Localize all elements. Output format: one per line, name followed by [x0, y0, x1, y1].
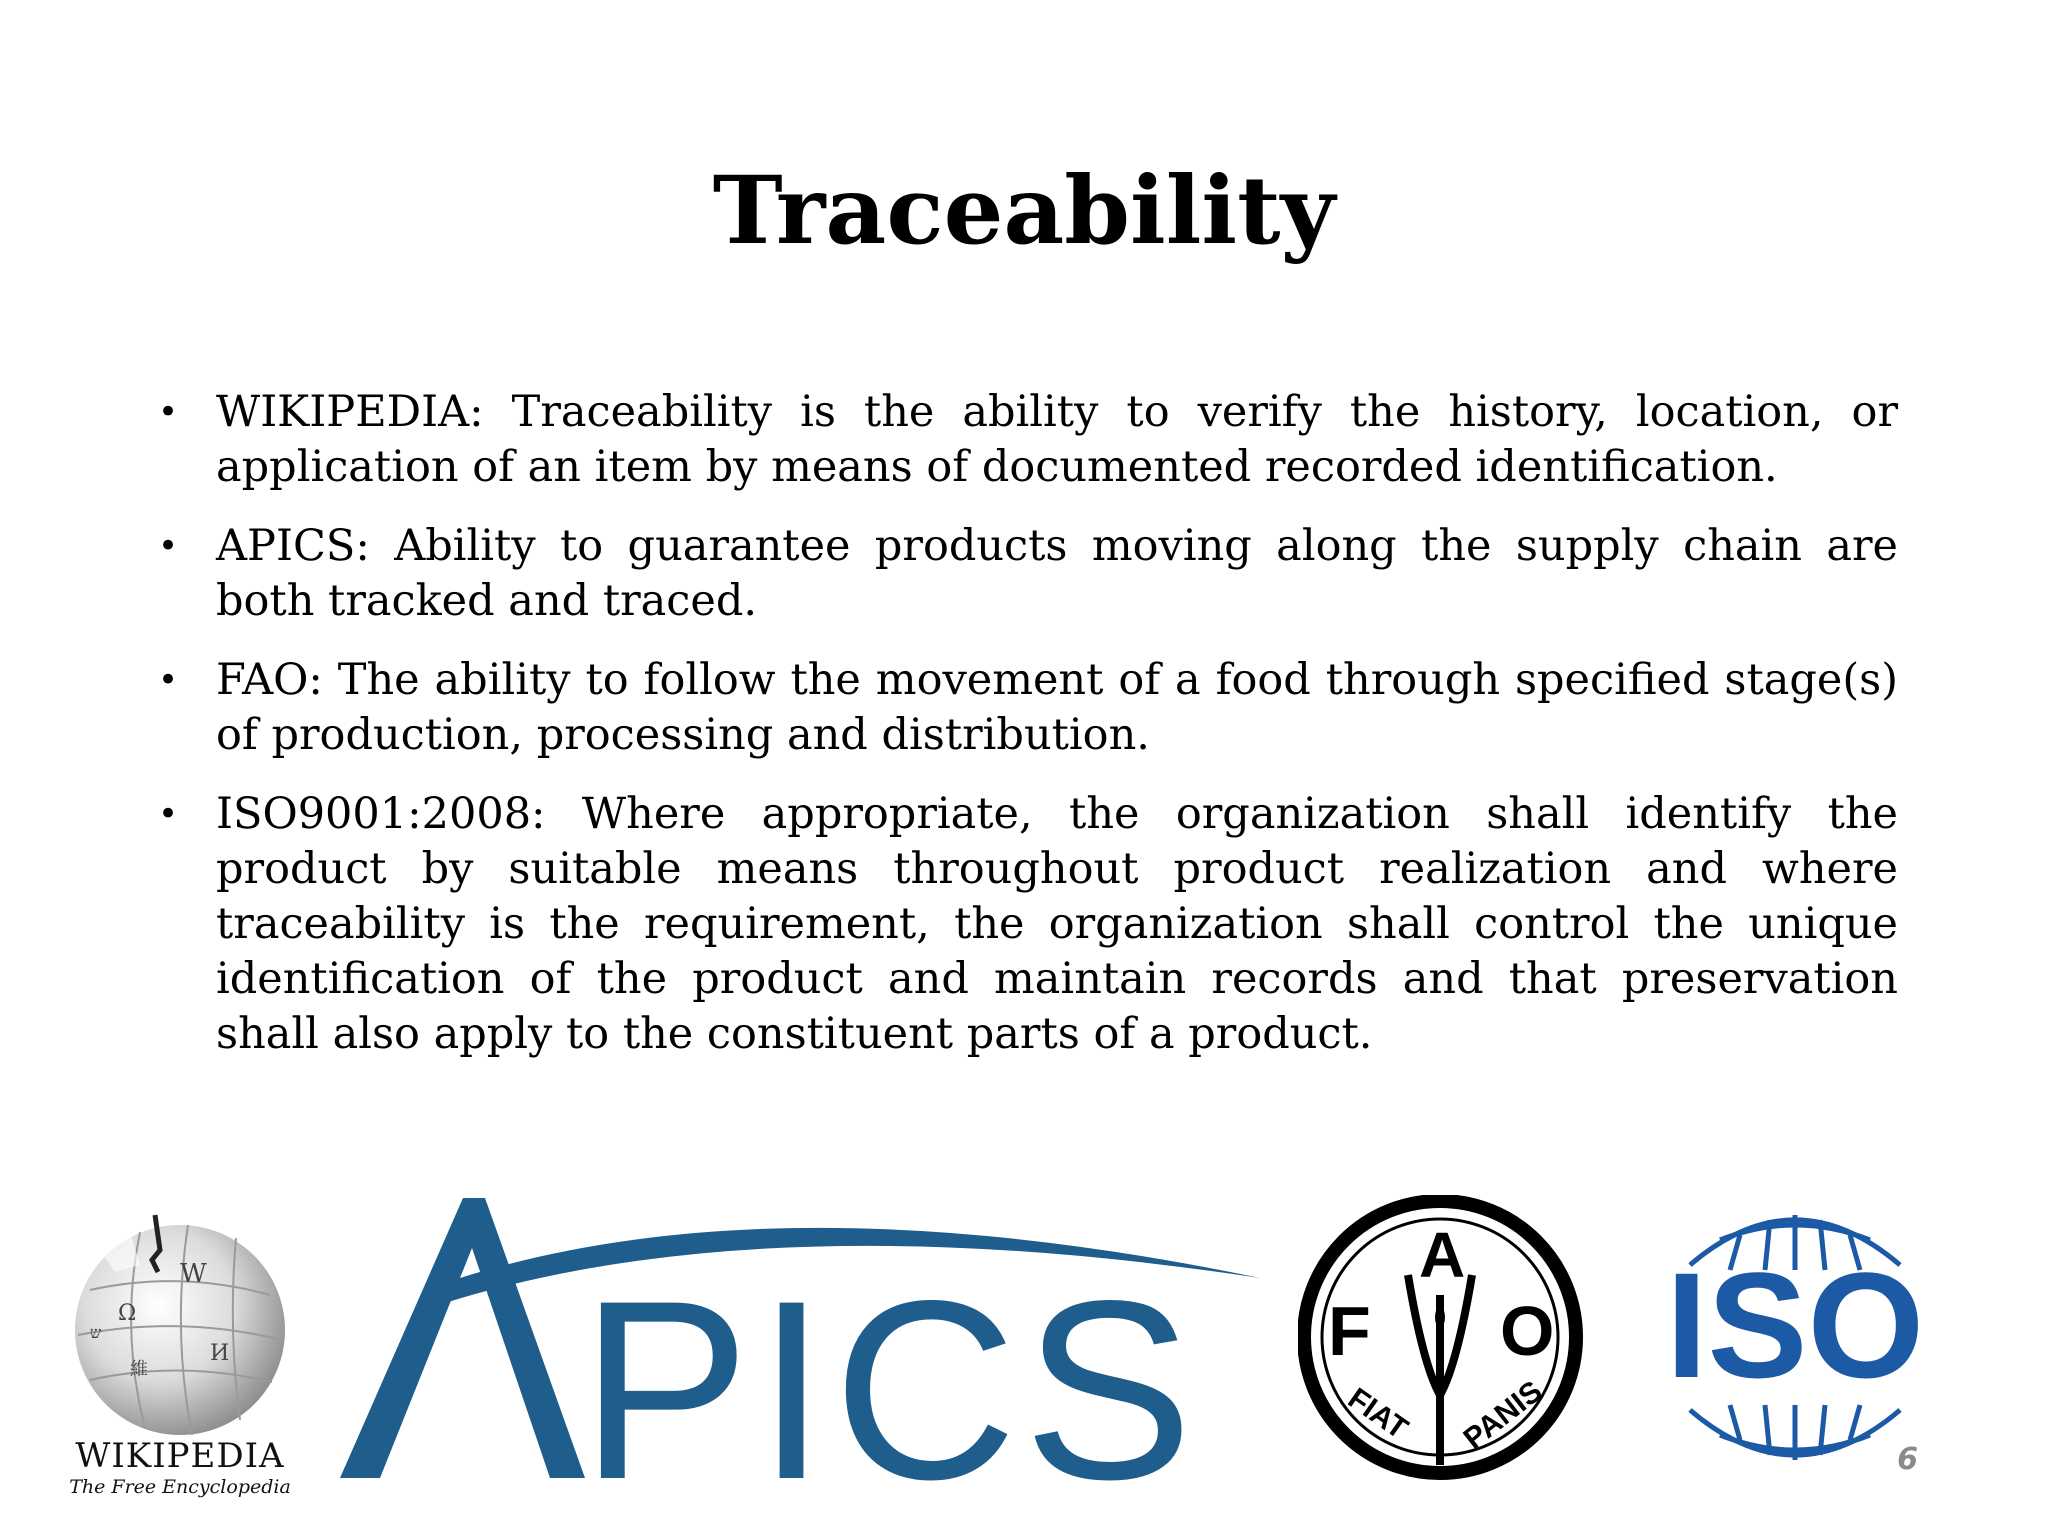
logo-strip [0, 1185, 2048, 1498]
bullet-apics [150, 519, 1898, 629]
svg-text:ש: ש [90, 1323, 102, 1342]
bullet-icon: • [158, 392, 179, 432]
bullet-text: APICS: Ability to guarantee products moving along the supply chain are both tracked and traced. [216, 521, 1898, 626]
svg-text:И: И [210, 1341, 230, 1366]
svg-text:W: W [180, 1259, 207, 1289]
bullet-icon: • [158, 794, 179, 834]
bullet-text: FAO: The ability to follow the movement of a food through specified stage(s) of production, processing and distribution. [216, 655, 1898, 760]
bullet-fao [150, 653, 1898, 763]
fao-logo [1298, 1195, 1583, 1480]
wikipedia-wordmark: WIKIPEDIA [75, 1436, 285, 1476]
bullet-iso [150, 787, 1898, 1062]
fao-letter-f: F [1328, 1292, 1371, 1370]
bullet-list [150, 385, 1898, 1086]
bullet-icon: • [158, 660, 179, 700]
apics-wordmark: PICS [580, 1248, 1200, 1483]
wikipedia-tagline: The Free Encyclopedia [69, 1476, 291, 1498]
svg-text:維: 維 [130, 1359, 148, 1380]
svg-text:Ω: Ω [118, 1301, 137, 1326]
wikipedia-logo [60, 1210, 300, 1498]
puzzle-globe-icon [60, 1210, 300, 1435]
apics-logo [335, 1193, 1265, 1483]
bullet-text: WIKIPEDIA: Traceability is the ability to verify the history, location, or application of an item by means of documented recorded identification. [216, 387, 1898, 492]
bullet-wikipedia [150, 385, 1898, 495]
fao-letter-a: A [1419, 1219, 1466, 1291]
iso-wordmark: ISO [1665, 1241, 1925, 1409]
page-number: 6 [1897, 1442, 1918, 1477]
fao-motto-panis: PANIS [1457, 1374, 1549, 1456]
bullet-text: ISO9001:2008: Where appropriate, the organization shall identify the product by suitable means throughout product realization and where traceability is the requirement, the organization shall control the unique identification of the product and maintain records and that preservation shall also apply to the constituent parts of a product. [216, 789, 1898, 1059]
bullet-icon: • [158, 526, 179, 566]
slide-title: Traceability [712, 156, 1336, 266]
fao-motto-fiat: FIAT [1341, 1381, 1414, 1446]
fao-letter-o: O [1500, 1292, 1555, 1370]
iso-logo [1620, 1195, 1970, 1480]
